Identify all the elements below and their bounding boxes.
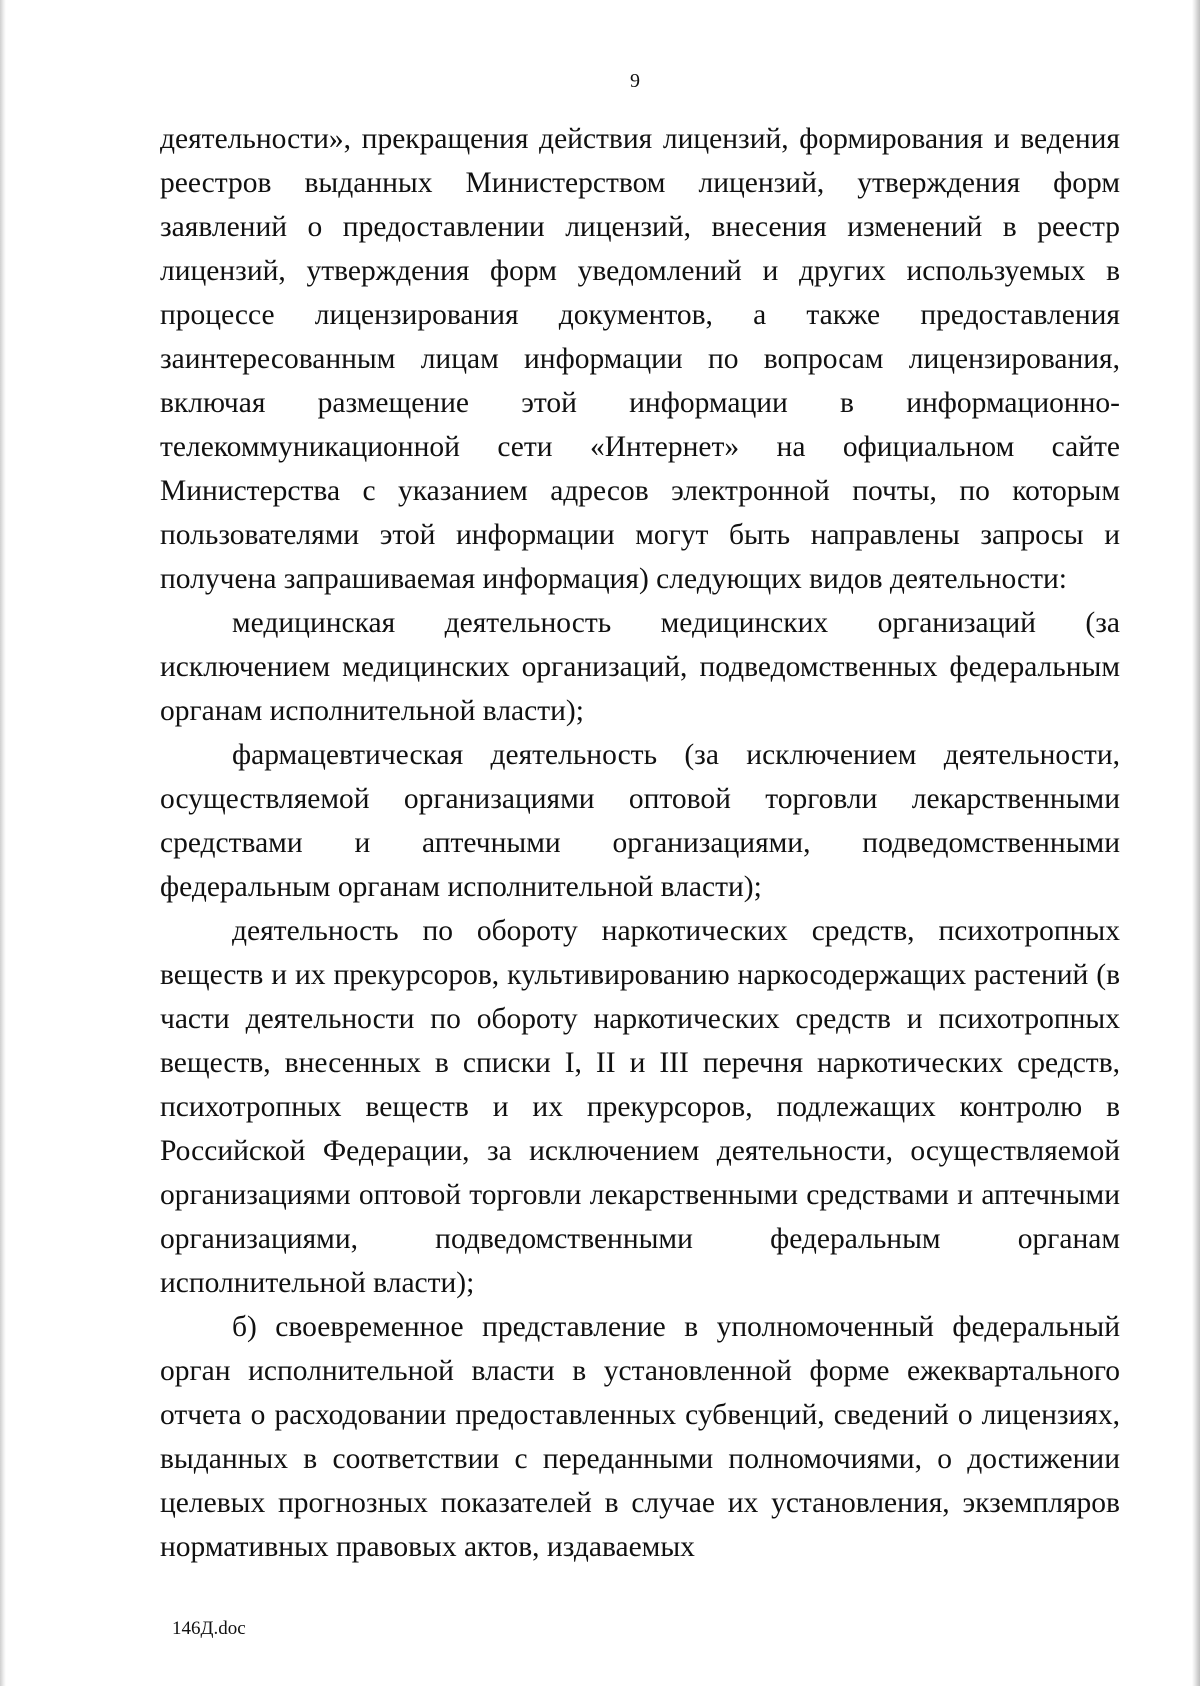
paragraph-3: фармацевтическая деятельность (за исключением деятельности, осуществляемой организациями оптовой торговли лекарственными средствами и аптечными организациями, подведомственными федеральным органам исполнительной власти);: [160, 739, 1120, 903]
paragraph-2: медицинская деятельность медицинских организаций (за исключением медицинских организаций, подведомственных федеральным органам исполнительной власти);: [160, 607, 1120, 727]
page-number: 9: [630, 70, 640, 92]
document-body: [160, 117, 1120, 1569]
scan-edge-left: [0, 0, 6, 1686]
paragraph-5: б) своевременное представление в уполномоченный федеральный орган исполнительной власти в установленной форме ежеквартального отчета о расходовании предоставленных субвенций, сведений о лицензиях, выданных в соответствии с переданными полномочиями, о достижении целевых прогнозных показателей в случае их установления, экземпляров нормативных правовых актов, издаваемых: [160, 1311, 1120, 1563]
paragraph-1: деятельности», прекращения действия лицензий, формирования и ведения реестров выданных Министерством лицензий, утверждения форм заявлений о предоставлении лицензий, внесения изменений в реестр лицензий, утверждения форм уведомлений и других используемых в процессе лицензирования документов, а также предоставления заинтересованным лицам информации по вопросам лицензирования, включая размещение этой информации в информационно-телекоммуникационной сети «Интернет» на официальном сайте Министерства с указанием адресов электронной почты, по которым пользователями этой информации могут быть направлены запросы и получена запрашиваемая информация) следующих видов деятельности:: [160, 123, 1120, 595]
footer-filename: 146Д.doc: [172, 1618, 246, 1639]
scan-edge-right: [1192, 0, 1200, 1686]
paragraph-4: деятельность по обороту наркотических средств, психотропных веществ и их прекурсоров, культивированию наркосодержащих растений (в части деятельности по обороту наркотических средств и психотропных веществ, внесенных в списки I, II и III перечня наркотических средств, психотропных веществ и их прекурсоров, подлежащих контролю в Российской Федерации, за исключением деятельности, осуществляемой организациями оптовой торговли лекарственными средствами и аптечными организациями, подведомственными федеральным органам исполнительной власти);: [160, 915, 1120, 1299]
